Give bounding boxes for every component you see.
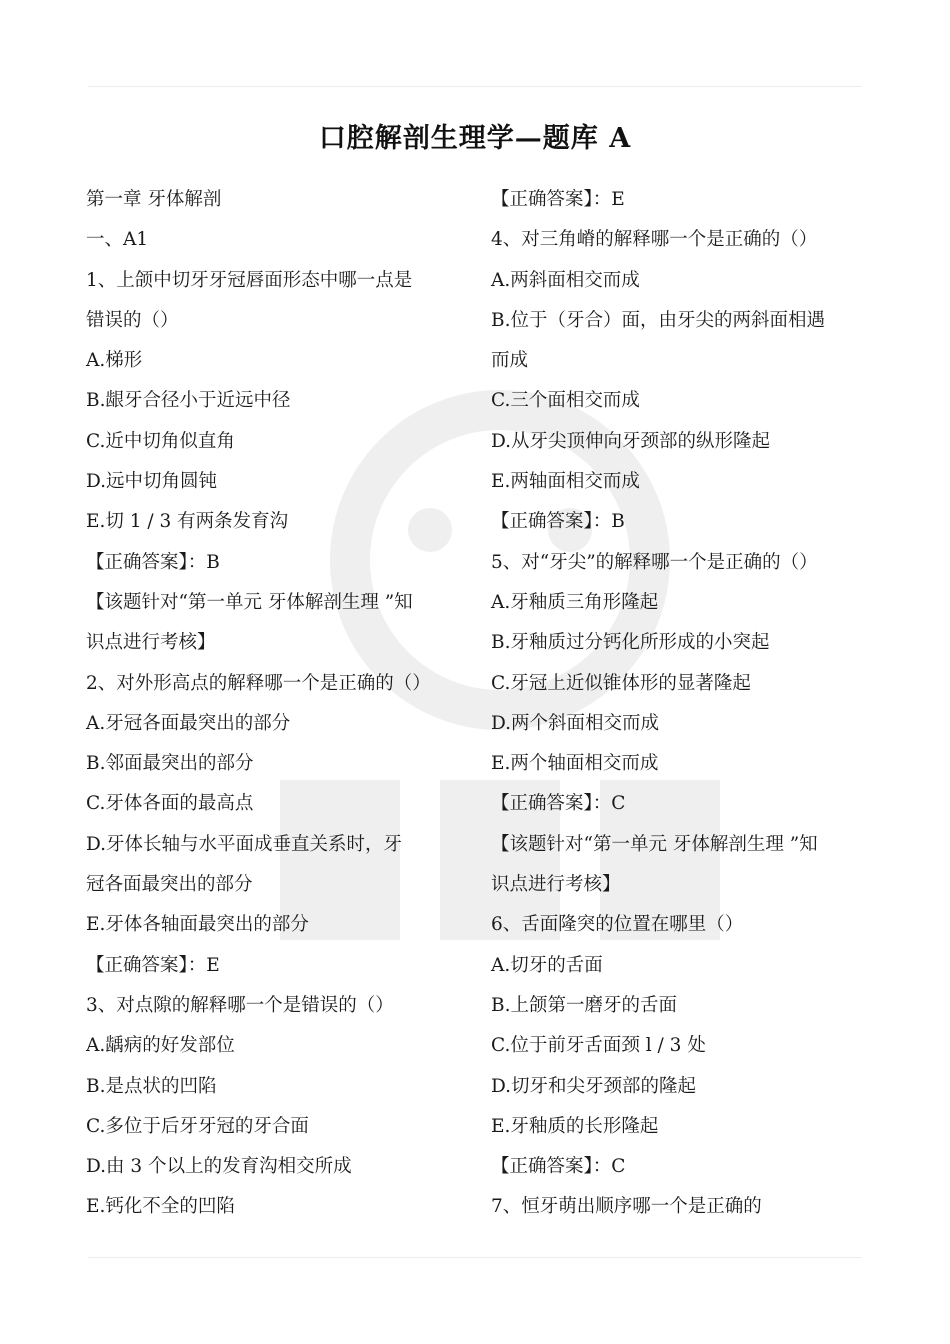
answer-option: B.邻面最突出的部分	[86, 753, 254, 775]
answer-option: C.位于前牙舌面颈 l / 3 处	[491, 1035, 706, 1057]
answer-option: B.是点状的凹陷	[86, 1075, 217, 1097]
answer-option: E.牙体各轴面最突出的部分	[86, 914, 309, 936]
answer-option: D.远中切角圆钝	[86, 471, 218, 493]
answer-option: D.从牙尖顶伸向牙颈部的纵形隆起	[491, 430, 771, 452]
answer-option: A.两斜面相交而成	[491, 269, 640, 291]
answer-option: A.切牙的舌面	[491, 954, 603, 976]
correct-answer: 【正确答案】：B	[86, 551, 220, 573]
knowledge-note: 【该题针对“第一单元 牙体解剖生理 ”知	[491, 833, 818, 855]
answer-option: E.钙化不全的凹陷	[86, 1196, 235, 1218]
question-stem: 5、对“牙尖”的解释哪一个是正确的（）	[491, 551, 818, 573]
answer-option: A.牙冠各面最突出的部分	[86, 712, 291, 734]
answer-option: C.三个面相交而成	[491, 390, 640, 412]
question-stem: 3、对点隙的解释哪一个是错误的（）	[86, 994, 394, 1016]
answer-option: A.牙釉质三角形隆起	[491, 591, 659, 613]
answer-option: 而成	[491, 350, 529, 372]
left-column	[86, 180, 470, 1228]
answer-option: E.牙釉质的长形隆起	[491, 1115, 659, 1137]
top-divider	[88, 86, 862, 87]
answer-option: B.上颌第一磨牙的舌面	[491, 994, 677, 1016]
answer-option: C.牙冠上近似锥体形的显著隆起	[491, 672, 751, 694]
answer-option: C.多位于后牙牙冠的牙合面	[86, 1115, 309, 1137]
question-stem: 1、上颌中切牙牙冠唇面形态中哪一点是	[86, 269, 413, 291]
answer-option: B.位于（牙合）面，由牙尖的两斜面相遇	[491, 309, 825, 331]
question-stem: 错误的（）	[86, 309, 179, 331]
text-line: 一、A1	[86, 229, 149, 251]
correct-answer: 【正确答案】：C	[491, 1156, 626, 1178]
question-stem: 2、对外形高点的解释哪一个是正确的（）	[86, 672, 431, 694]
knowledge-note: 识点进行考核】	[86, 632, 216, 654]
question-stem: 6、舌面隆突的位置在哪里（）	[491, 914, 744, 936]
answer-option: E.两个轴面相交而成	[491, 753, 659, 775]
answer-option: B.龈牙合径小于近远中径	[86, 390, 291, 412]
bottom-divider	[88, 1257, 862, 1258]
question-stem: 7、恒牙萌出顺序哪一个是正确的	[491, 1196, 762, 1218]
right-column	[491, 180, 869, 1228]
knowledge-note: 识点进行考核】	[491, 874, 621, 896]
text-line: 第一章 牙体解剖	[86, 189, 222, 210]
correct-answer: 【正确答案】：C	[491, 793, 626, 815]
answer-option: A.梯形	[86, 350, 143, 372]
page-title: 口腔解剖生理学—题库 A	[318, 123, 632, 154]
answer-option: E.切 1 / 3 有两条发育沟	[86, 511, 289, 533]
answer-option: C.近中切角似直角	[86, 430, 235, 452]
answer-option: B.牙釉质过分钙化所形成的小突起	[491, 632, 770, 654]
knowledge-note: 【该题针对“第一单元 牙体解剖生理 ”知	[86, 591, 413, 613]
question-stem: 4、对三角嵴的解释哪一个是正确的（）	[491, 229, 818, 251]
answer-option: E.两轴面相交而成	[491, 471, 640, 493]
answer-option: D.牙体长轴与水平面成垂直关系时，牙	[86, 833, 403, 855]
answer-option: D.由 3 个以上的发育沟相交所成	[86, 1156, 352, 1178]
correct-answer: 【正确答案】：E	[86, 954, 220, 976]
answer-option: D.两个斜面相交而成	[491, 712, 660, 734]
correct-answer: 【正确答案】：B	[491, 511, 625, 533]
answer-option: 冠各面最突出的部分	[86, 874, 253, 896]
correct-answer: 【正确答案】：E	[491, 189, 625, 210]
answer-option: D.切牙和尖牙颈部的隆起	[491, 1075, 697, 1097]
answer-option: C.牙体各面的最高点	[86, 793, 254, 815]
answer-option: A.龋病的好发部位	[86, 1035, 235, 1057]
